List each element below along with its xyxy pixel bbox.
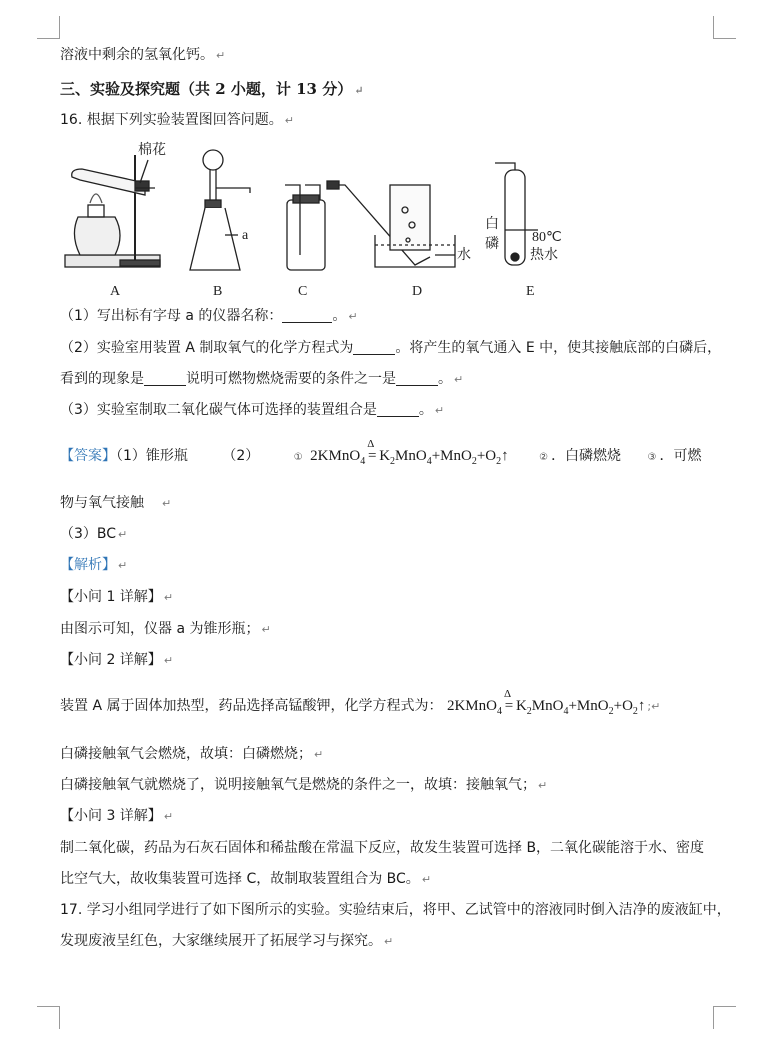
label-d: D [412, 284, 423, 299]
sub3-title: 【小问 3 详解】 ↵ [60, 808, 174, 824]
q17-text1: 17. 学习小组同学进行了如下图所示的实验。实验结束后，将甲、乙试管中的溶液同时倒入洁净的废液缸中， [60, 902, 731, 918]
q3-blank [377, 402, 419, 417]
a-label: a [242, 228, 249, 243]
sub3-text1: 制二氧化碳，药品为石灰石固体和稀盐酸在常温下反应，故发生装置可选择 B，二氧化碳能溶于水、密度 [60, 840, 705, 856]
apparatus-b [190, 150, 250, 270]
answer-equation: 2KMnO$_4$ Δ = $K_2MnO_4+MnO_2+O_2↑$ [310, 438, 509, 467]
cotton-label: 棉花 [138, 143, 166, 158]
white-p-label-2: 磷 [485, 237, 499, 252]
hot-water-label: 热水 [530, 248, 558, 263]
q16-stem: 16. 根据下列实验装置图回答问题。 ↵ [60, 112, 294, 128]
corner-mark-top-right [713, 16, 736, 39]
label-e: E [526, 284, 535, 299]
corner-mark-top-left [37, 16, 60, 39]
q2-blank-3 [396, 371, 438, 386]
q2-blank-2 [144, 371, 186, 386]
corner-mark-bottom-right [713, 1006, 736, 1029]
section-title: 三、实验及探究题（共 2 小题，计 13 分） ↵ [60, 80, 364, 98]
sub1-title: 【小问 1 详解】 ↵ [60, 589, 174, 605]
apparatus-c [285, 185, 325, 270]
apparatus-figure [60, 143, 600, 305]
apparatus-a [65, 141, 166, 267]
sub3-text2: 比空气大，故收集装置可选择 C，故制取装置组合为 BC。 ↵ [60, 871, 432, 887]
water-label: 水 [457, 248, 471, 263]
sub2-text1: 装置 A 属于固体加热型，药品选择高锰酸钾，化学方程式为： 2KMnO$_4$ Δ = $K_2MnO_4+MnO_2+O_2↑$ ;↵ [60, 688, 661, 717]
q2-blank-1 [353, 340, 395, 355]
sub2-text3: 白磷接触氧气就燃烧了，说明接触氧气是燃烧的条件之一，故填：接触氧气； ↵ [60, 777, 548, 793]
sub1-text: 由图示可知，仪器 a 为锥形瓶； ↵ [60, 621, 271, 637]
label-a: A [110, 284, 121, 299]
answer-line-3: （3）BC ↵ [60, 526, 128, 542]
sub2-text2: 白磷接触氧气会燃烧，故填：白磷燃烧； ↵ [60, 746, 324, 762]
q2-line2: 看到的现象是 说明可燃物燃烧需要的条件之一是 。 ↵ [60, 371, 464, 387]
top-line: 溶液中剩余的氢氧化钙。 ↵ [60, 47, 226, 63]
corner-mark-bottom-left [37, 1006, 60, 1029]
answer-line-2: 物与氧气接触 ↵ [60, 495, 172, 511]
q2-line1: （2）实验室用装置 A 制取氧气的化学方程式为 。将产生的氧气通入 E 中，使其接触底部的白磷后， [60, 340, 722, 356]
analysis-equation: 2KMnO$_4$ Δ = $K_2MnO_4+MnO_2+O_2↑$ [446, 688, 646, 717]
label-b: B [213, 284, 223, 299]
sub2-title: 【小问 2 详解】 ↵ [60, 652, 174, 668]
label-c: C [298, 284, 308, 299]
apparatus-d [327, 181, 471, 267]
q17-text2: 发现废液呈红色，大家继续展开了拓展学习与探究。 ↵ [60, 933, 394, 949]
white-p-label-1: 白 [485, 217, 499, 232]
analysis-tag: 【解析】 ↵ [60, 557, 128, 573]
temp-label: 80℃ [532, 230, 562, 245]
answer-line: 【答案】（1）锥形瓶 （2） ① 2KMnO$_4$ Δ = $K_2MnO_4+MnO_2+O_2↑$ ② ．白磷燃烧 ③ ．可燃 [60, 438, 702, 467]
q1-blank [282, 308, 332, 323]
apparatus-e [485, 163, 562, 265]
q1: （1）写出标有字母 a 的仪器名称： 。 ↵ [60, 308, 358, 324]
q3: （3）实验室制取二氧化碳气体可选择的装置组合是 。 ↵ [60, 402, 445, 418]
